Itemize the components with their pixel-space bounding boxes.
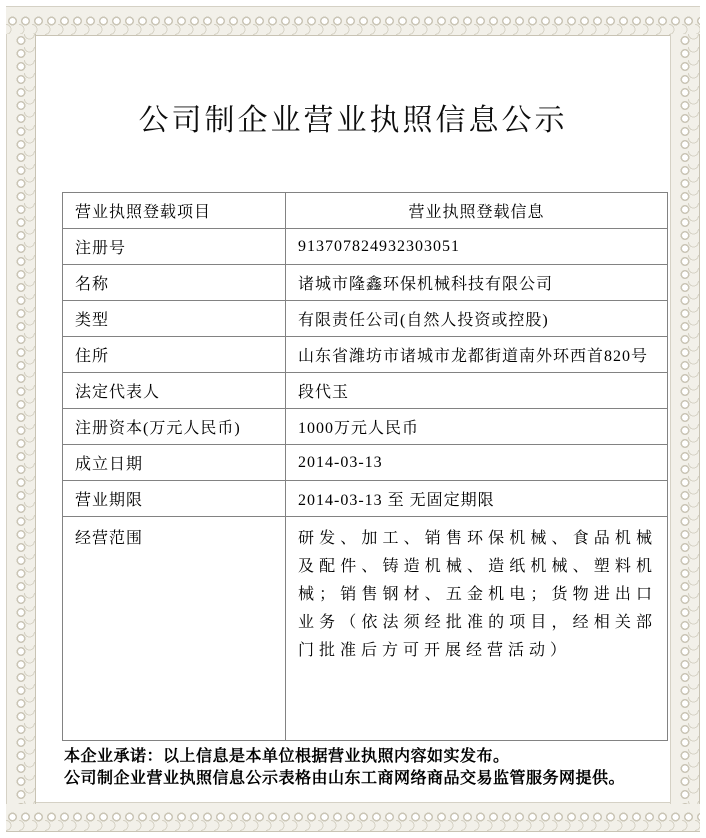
decorative-frame-bottom	[6, 802, 700, 832]
row-value: 诸城市隆鑫环保机械科技有限公司	[286, 265, 668, 301]
row-label: 类型	[63, 301, 286, 337]
row-label: 法定代表人	[63, 373, 286, 409]
row-value: 段代玉	[286, 373, 668, 409]
table-row-establishment-date	[63, 445, 668, 481]
license-info-table	[62, 192, 668, 741]
decorative-frame-top	[6, 6, 700, 36]
row-value: 913707824932303051	[286, 229, 668, 265]
row-value: 2014-03-13	[286, 445, 668, 481]
row-label: 名称	[63, 265, 286, 301]
decorative-frame-right	[670, 34, 700, 804]
row-value: 有限责任公司(自然人投资或控股)	[286, 301, 668, 337]
table-row-registration-number	[63, 229, 668, 265]
table-row-registered-capital	[63, 409, 668, 445]
table-row-business-term	[63, 481, 668, 517]
page-title: 公司制企业营业执照信息公示	[138, 104, 568, 137]
row-label: 营业期限	[63, 481, 286, 517]
row-label: 成立日期	[63, 445, 286, 481]
footer-commitment-line: 本企业承诺：以上信息是本单位根据营业执照内容如实发布。	[64, 748, 510, 765]
table-row-address	[63, 337, 668, 373]
footer-provider-line: 公司制企业营业执照信息公示表格由山东工商网络商品交易监管服务网提供。	[64, 770, 626, 787]
row-label: 注册资本(万元人民币)	[63, 409, 286, 445]
row-label: 住所	[63, 337, 286, 373]
table-row-business-scope	[63, 517, 668, 741]
row-value: 2014-03-13 至 无固定期限	[286, 481, 668, 517]
table-row-company-type	[63, 301, 668, 337]
table-row-legal-representative	[63, 373, 668, 409]
row-value: 1000万元人民币	[286, 409, 668, 445]
license-table-body	[63, 193, 668, 741]
header-info-cell: 营业执照登载信息	[286, 193, 668, 229]
footer-disclaimer	[64, 746, 674, 790]
table-row-company-name	[63, 265, 668, 301]
row-label: 注册号	[63, 229, 286, 265]
decorative-frame-left	[6, 34, 36, 804]
row-value: 研发、加工、销售环保机械、食品机械及配件、铸造机械、造纸机械、塑料机械；销售钢材、五金机电；货物进出口业务（依法须经批准的项目，经相关部门批准后方可开展经营活动）	[286, 517, 668, 741]
table-header-row	[63, 193, 668, 229]
row-label: 经营范围	[63, 517, 286, 741]
row-value: 山东省潍坊市诸城市龙都街道南外环西首820号	[286, 337, 668, 373]
header-item-cell: 营业执照登载项目	[63, 193, 286, 229]
